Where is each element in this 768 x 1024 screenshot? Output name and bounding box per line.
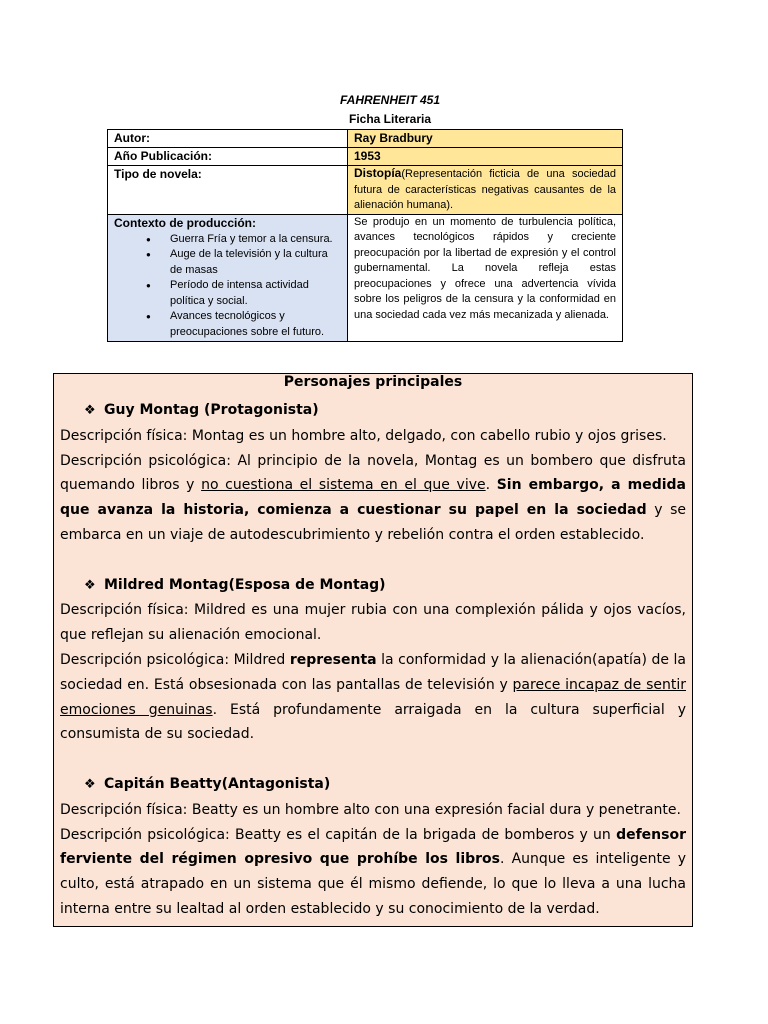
montag-psico-text-3: y se embarca en un viaje de autodescubrimiento y rebelión contra el orden establecido. xyxy=(60,502,687,543)
beatty-psico-bold: defensor ferviente del régimen opresivo que prohíbe los libros xyxy=(60,826,686,868)
mildred-psico-text-2: la conformidad y la alienación(apatía) de la sociedad en. Está obsesionada con las pantallas de televisión y xyxy=(60,651,686,693)
mildred-fisica: Descripción física: Mildred es una mujer rubia con una complexión pálida y ojos vacíos, que reflejan su alienación emocional. xyxy=(60,602,686,644)
montag-psico-bold: Sin embargo, a medida que avanza la historia, comienza a cuestionar su papel en la sociedad xyxy=(60,477,686,519)
mildred-psicologica xyxy=(60,648,686,747)
list-item: ● Guerra Fría y temor a la censura. xyxy=(170,232,341,248)
anio-label: Año Publicación: xyxy=(108,148,348,166)
table-row xyxy=(108,166,623,215)
montag-psico-underlined: no cuestiona el sistema en el que vive xyxy=(201,477,486,494)
personajes-title: Personajes principales xyxy=(283,374,463,390)
mildred-psico-text-1: Descripción psicológica: Mildred xyxy=(60,651,290,668)
mildred-heading xyxy=(60,573,686,599)
mildred-psico-text-3: . Está profundamente arraigada en la cultura superficial y consumista de su sociedad. xyxy=(60,701,686,743)
montag-heading xyxy=(60,398,686,424)
ficha-table xyxy=(107,129,623,342)
table-row xyxy=(108,214,623,341)
document-title: FAHRENHEIT 451 xyxy=(339,93,441,107)
autor-value: Ray Bradbury xyxy=(348,130,623,148)
montag-psico-text-2: . xyxy=(485,477,497,494)
personajes-box xyxy=(53,373,693,927)
beatty-fisica: Descripción física: Beatty es un hombre alto con una expresión facial dura y penetrante. xyxy=(60,801,681,818)
montag-psicologica xyxy=(60,449,686,548)
beatty-heading xyxy=(60,772,686,798)
contexto-text: Se produjo en un momento de turbulencia política, avances tecnológicos rápidos y creciente preocupación por la libertad de expresión y el control gubernamental. La novela refleja estas preocupaciones y ofrece una advertencia vívida sobre los peligros de la censura y la conformidad en una sociedad cada vez más mecanizada y alienada. xyxy=(348,214,623,341)
table-row xyxy=(108,130,623,148)
beatty-name: Capitán Beatty(Antagonista) xyxy=(104,775,331,792)
montag-name: Guy Montag (Protagonista) xyxy=(104,402,319,418)
beatty-psicologica xyxy=(60,823,686,922)
montag-fisica: Descripción física: Montag es un hombre alto, delgado, con cabello rubio y ojos grises. xyxy=(60,427,667,444)
mildred-name: Mildred Montag(Esposa de Montag) xyxy=(104,576,386,593)
tipo-value xyxy=(348,166,623,215)
beatty-psico-text-2: . Aunque es inteligente y culto, está atrapado en un sistema que él mismo defiende, lo que lo lleva a una lucha interna entre su lealtad al orden establecido y su conocimiento de la verdad. xyxy=(60,851,686,917)
list-item: ● Período de intensa actividad política y social. xyxy=(170,278,341,309)
beatty-psico-text-1: Descripción psicológica: Beatty es el capitán de la brigada de bomberos y un xyxy=(60,826,617,843)
list-item: ● Avances tecnológicos y preocupaciones sobre el futuro. xyxy=(170,309,341,340)
autor-label: Autor: xyxy=(108,130,348,148)
table-row xyxy=(108,148,623,166)
montag-psico-text-1: Descripción psicológica: Al principio de la novela, Montag es un bombero que disfruta quemando libros y xyxy=(60,452,686,494)
tipo-value-rest: (Representación ficticia de una sociedad futura de características negativas causantes de la alienación humana). xyxy=(354,168,616,211)
contexto-list xyxy=(114,232,341,341)
mildred-psico-underlined: parece incapaz de sentir emociones genuinas xyxy=(60,676,686,718)
list-item: ● Auge de la televisión y la cultura de masas xyxy=(170,247,341,278)
document-subtitle: Ficha Literaria xyxy=(348,112,432,126)
anio-value: 1953 xyxy=(348,148,623,166)
diamond-bullet-icon: ❖ xyxy=(84,577,96,593)
diamond-bullet-icon: ❖ xyxy=(84,776,96,792)
tipo-label: Tipo de novela: xyxy=(108,166,348,215)
contexto-label: Contexto de producción: xyxy=(114,215,256,230)
diamond-bullet-icon: ❖ xyxy=(84,403,96,418)
mildred-psico-bold: representa xyxy=(289,651,377,668)
contexto-cell xyxy=(108,214,348,341)
tipo-value-bold: Distopía xyxy=(354,166,402,180)
